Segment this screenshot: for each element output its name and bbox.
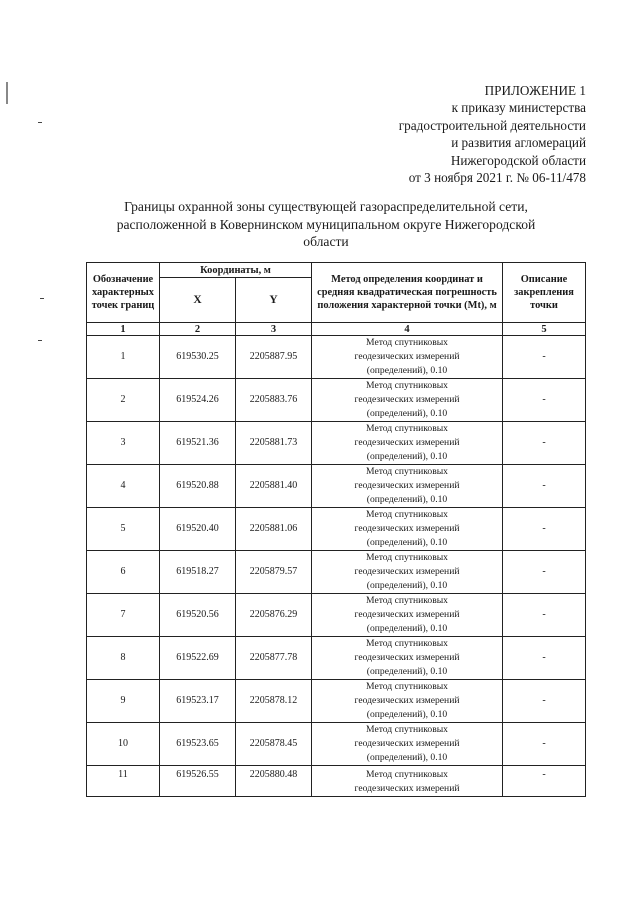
cell-x: 619523.17 xyxy=(160,680,236,723)
column-number: 2 xyxy=(160,323,236,336)
method-line: геодезических измерений xyxy=(354,351,460,362)
table-row xyxy=(87,637,586,680)
cell-y: 2205878.45 xyxy=(236,723,312,766)
appendix-line: градостроительной деятельности xyxy=(398,117,586,133)
method-line: геодезических измерений xyxy=(354,609,460,620)
title-line: области xyxy=(303,234,349,249)
cell-fixing: - xyxy=(503,766,586,797)
cell-y: 2205876.29 xyxy=(236,594,312,637)
cell-x: 619520.56 xyxy=(160,594,236,637)
cell-x: 619530.25 xyxy=(160,336,236,379)
method-line: Метод спутниковых xyxy=(366,552,448,563)
method-line: Метод спутниковых xyxy=(366,595,448,606)
title-line: расположенной в Ковернинском муниципальном округе Нижегородской xyxy=(116,216,536,232)
header-fixing: Описание закрепления точки xyxy=(503,263,586,323)
cell-y: 2205883.76 xyxy=(236,379,312,422)
cell-y: 2205877.78 xyxy=(236,637,312,680)
method-line: (определений), 0.10 xyxy=(366,580,448,591)
cell-fixing: - xyxy=(503,508,586,551)
cell-point: 5 xyxy=(87,508,160,551)
cell-point: 11 xyxy=(87,766,160,797)
method-line: (определений), 0.10 xyxy=(366,537,448,548)
cell-y: 2205880.48 xyxy=(236,766,312,797)
method-line: Метод спутниковых xyxy=(366,724,448,735)
cell-method xyxy=(312,637,503,680)
method-line: (определений), 0.10 xyxy=(366,752,448,763)
cell-point: 6 xyxy=(87,551,160,594)
table-row xyxy=(87,379,586,422)
method-line: геодезических измерений xyxy=(354,566,460,577)
scan-mark xyxy=(38,340,42,341)
cell-x: 619521.36 xyxy=(160,422,236,465)
column-number: 4 xyxy=(312,323,503,336)
coordinates-table xyxy=(86,262,586,797)
cell-method xyxy=(312,723,503,766)
cell-method xyxy=(312,465,503,508)
scan-mark xyxy=(40,298,44,299)
cell-x: 619520.88 xyxy=(160,465,236,508)
table-row xyxy=(87,723,586,766)
cell-fixing: - xyxy=(503,723,586,766)
method-line: Метод спутниковых xyxy=(366,423,448,434)
method-line: геодезических измерений xyxy=(354,652,460,663)
title-line: Границы охранной зоны существующей газораспределительной сети, xyxy=(124,199,528,214)
cell-point: 8 xyxy=(87,637,160,680)
cell-point: 4 xyxy=(87,465,160,508)
header-x: X xyxy=(160,278,236,323)
appendix-line: и развития агломераций xyxy=(451,135,586,151)
method-line: геодезических измерений xyxy=(354,695,460,706)
cell-point: 7 xyxy=(87,594,160,637)
cell-y: 2205878.12 xyxy=(236,680,312,723)
column-number: 1 xyxy=(87,323,160,336)
cell-point: 10 xyxy=(87,723,160,766)
cell-x: 619520.40 xyxy=(160,508,236,551)
cell-fixing: - xyxy=(503,379,586,422)
cell-fixing: - xyxy=(503,336,586,379)
cell-method xyxy=(312,336,503,379)
cell-method xyxy=(312,680,503,723)
method-line: (определений), 0.10 xyxy=(366,666,448,677)
method-line: геодезических измерений xyxy=(354,437,460,448)
cell-method xyxy=(312,551,503,594)
appendix-header xyxy=(399,82,586,186)
cell-method xyxy=(312,508,503,551)
cell-method xyxy=(312,766,503,797)
method-line: (определений), 0.10 xyxy=(366,365,448,376)
table-row xyxy=(87,594,586,637)
cell-y: 2205879.57 xyxy=(236,551,312,594)
cell-fixing: - xyxy=(503,422,586,465)
method-line: Метод спутниковых xyxy=(366,380,448,391)
cell-point: 9 xyxy=(87,680,160,723)
method-line: Метод спутниковых xyxy=(366,337,448,348)
appendix-line: ПРИЛОЖЕНИЕ 1 xyxy=(484,83,586,98)
cell-method xyxy=(312,379,503,422)
cell-fixing: - xyxy=(503,594,586,637)
header-coordinates: Координаты, м xyxy=(160,263,312,278)
cell-y: 2205881.40 xyxy=(236,465,312,508)
method-line: геодезических измерений xyxy=(354,394,460,405)
header-y: Y xyxy=(236,278,312,323)
method-line: геодезических измерений xyxy=(354,738,460,749)
method-line: Метод спутниковых xyxy=(366,509,448,520)
cell-point: 1 xyxy=(87,336,160,379)
method-line: Метод спутниковых xyxy=(366,638,448,649)
method-line: (определений), 0.10 xyxy=(366,408,448,419)
scan-mark xyxy=(38,122,42,123)
appendix-line: к приказу министерства xyxy=(451,100,586,116)
method-line: (определений), 0.10 xyxy=(366,494,448,505)
table-row xyxy=(87,551,586,594)
cell-y: 2205887.95 xyxy=(236,336,312,379)
cell-x: 619518.27 xyxy=(160,551,236,594)
document-title xyxy=(96,198,556,251)
cell-x: 619524.26 xyxy=(160,379,236,422)
method-line: (определений), 0.10 xyxy=(366,623,448,634)
appendix-line: от 3 ноября 2021 г. № 06-11/478 xyxy=(408,170,586,186)
cell-fixing: - xyxy=(503,551,586,594)
table-row xyxy=(87,680,586,723)
table-row xyxy=(87,465,586,508)
method-line: геодезических измерений xyxy=(354,480,460,491)
cell-point: 2 xyxy=(87,379,160,422)
header-method: Метод определения координат и средняя квадратическая погрешность положения характерной точки (Mt), м xyxy=(312,263,503,323)
cell-method xyxy=(312,594,503,637)
table-row xyxy=(87,422,586,465)
header-point-designation: Обозначение характерных точек границ xyxy=(87,263,160,323)
method-line: (определений), 0.10 xyxy=(366,709,448,720)
table-row xyxy=(87,336,586,379)
table-row xyxy=(87,766,586,797)
cell-point: 3 xyxy=(87,422,160,465)
scan-mark xyxy=(6,82,8,104)
column-number: 3 xyxy=(236,323,312,336)
cell-y: 2205881.06 xyxy=(236,508,312,551)
method-line: Метод спутниковых xyxy=(366,681,448,692)
method-line: геодезических измерений xyxy=(354,523,460,534)
cell-y: 2205881.73 xyxy=(236,422,312,465)
table-row xyxy=(87,508,586,551)
table-body xyxy=(87,336,586,797)
method-line: Метод спутниковых xyxy=(366,769,448,780)
cell-fixing: - xyxy=(503,680,586,723)
method-line: геодезических измерений xyxy=(354,783,460,794)
method-line: Метод спутниковых xyxy=(366,466,448,477)
cell-method xyxy=(312,422,503,465)
cell-x: 619523.65 xyxy=(160,723,236,766)
column-number: 5 xyxy=(503,323,586,336)
cell-x: 619522.69 xyxy=(160,637,236,680)
cell-fixing: - xyxy=(503,465,586,508)
cell-fixing: - xyxy=(503,637,586,680)
cell-x: 619526.55 xyxy=(160,766,236,797)
appendix-line: Нижегородской области xyxy=(450,152,586,168)
method-line: (определений), 0.10 xyxy=(366,451,448,462)
